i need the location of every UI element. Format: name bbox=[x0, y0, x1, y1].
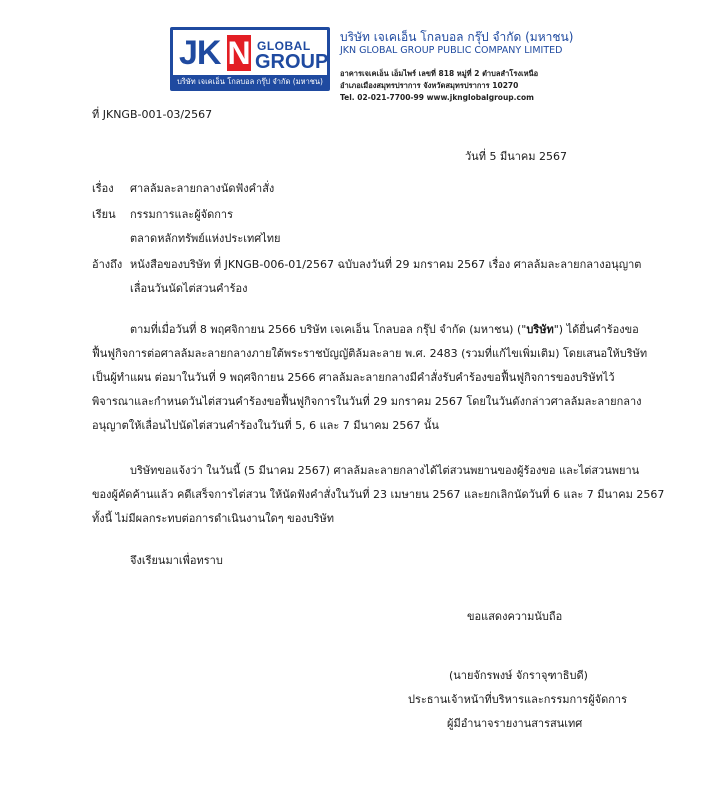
contact-line: Tel. 02-021-7700-99 www.jknglobalgroup.com bbox=[340, 93, 534, 102]
para1-line-1-pre: ตามที่เมื่อวันที่ 8 พฤศจิกายน 2566 บริษัท เจเคเอ็น โกลบอล กรุ๊ป จำกัด (มหาชน) (" bbox=[130, 323, 527, 336]
company-defined-term: บริษัท bbox=[526, 323, 554, 336]
logo-jk: JK bbox=[179, 34, 221, 72]
reference-label: อ้างถึง bbox=[92, 258, 123, 271]
logo-n: N bbox=[227, 35, 251, 71]
signer-name: (นายจักรพงษ์ จักราจุฑาธิบดี) bbox=[449, 669, 588, 682]
para1-line-1 bbox=[130, 319, 639, 340]
regards: ขอแสดงความนับถือ bbox=[467, 610, 563, 623]
para1-line-3: เป็นผู้ทำแผน ต่อมาในวันที่ 9 พฤศจิกายน 2566 ศาลล้มละลายกลางมีคำสั่งรับคำร้องขอฟื้นฟูกิจการของบริษัทไว้ bbox=[92, 371, 615, 384]
letter-date: วันที่ 5 มีนาคม 2567 bbox=[465, 150, 567, 163]
to-label: เรียน bbox=[92, 208, 116, 221]
subject-text: ศาลล้มละลายกลางนัดฟังคำสั่ง bbox=[130, 182, 275, 195]
para1-line-2: ฟื้นฟูกิจการต่อศาลล้มละลายกลางภายใต้พระราชบัญญัติล้มละลาย พ.ศ. 2483 (รวมที่แก้ไขเพิ่มเติม) โดยเสนอให้บริษัท bbox=[92, 347, 648, 360]
logo-thai-name: บริษัท เจเคเอ็น โกลบอล กรุ๊ป จำกัด (มหาชน) bbox=[177, 77, 323, 86]
para2-line-1: บริษัทขอแจ้งว่า ในวันนี้ (5 มีนาคม 2567) ศาลล้มละลายกลางได้ไต่สวนพยานของผู้ร้องขอ และไต่สวนพยาน bbox=[130, 464, 640, 477]
logo-global: GLOBAL bbox=[257, 39, 311, 53]
to-line-2: ตลาดหลักทรัพย์แห่งประเทศไทย bbox=[130, 232, 281, 245]
para1-line-1-post: ") ได้ยื่นคำร้องขอ bbox=[553, 323, 639, 336]
signer-title-1: ประธานเจ้าหน้าที่บริหารและกรรมการผู้จัดการ bbox=[408, 693, 628, 706]
para1-line-4: พิจารณาและกำหนดวันไต่สวนคำร้องขอฟื้นฟูกิจการในวันที่ 29 มกราคม 2567 โดยในวันดังกล่าวศาลล้มละลายกลาง bbox=[92, 395, 642, 408]
signer-title-2: ผู้มีอำนาจรายงานสารสนเทศ bbox=[447, 717, 583, 730]
logo-panel bbox=[173, 30, 327, 75]
para1-line-5: อนุญาตให้เลื่อนไปนัดไต่สวนคำร้องในวันที่ 5, 6 และ 7 มีนาคม 2567 นั้น bbox=[92, 419, 439, 432]
company-name-en: JKN GLOBAL GROUP PUBLIC COMPANY LIMITED bbox=[340, 45, 563, 56]
company-logo bbox=[170, 27, 330, 91]
address-line-1: อาคารเจเคเอ็น เอ็มไพร์ เลขที่ 818 หมู่ที่ 2 ตำบลสำโรงเหนือ bbox=[340, 69, 539, 78]
para2-line-3: ทั้งนี้ ไม่มีผลกระทบต่อการดำเนินงานใดๆ ของบริษัท bbox=[92, 512, 335, 525]
reference-line-1: หนังสือของบริษัท ที่ JKNGB-006-01/2567 ฉบับลงวันที่ 29 มกราคม 2567 เรื่อง ศาลล้มละลายกลางอนุญาต bbox=[130, 258, 642, 271]
company-name-th: บริษัท เจเคเอ็น โกลบอล กรุ๊ป จำกัด (มหาชน) bbox=[340, 30, 574, 44]
subject-label: เรื่อง bbox=[92, 182, 114, 195]
to-line-1: กรรมการและผู้จัดการ bbox=[130, 208, 233, 221]
reference-line-2: เลื่อนวันนัดไต่สวนคำร้อง bbox=[130, 282, 248, 295]
reference-number: ที่ JKNGB-001-03/2567 bbox=[92, 108, 213, 121]
address-line-2: อำเภอเมืองสมุทรปราการ จังหวัดสมุทรปราการ 10270 bbox=[340, 81, 519, 90]
para2-line-2: ของผู้คัดค้านแล้ว คดีเสร็จการไต่สวน ให้นัดฟังคำสั่งในวันที่ 23 เมษายน 2567 และยกเลิกนัดวันที่ 6 และ 7 มีนาคม 2567 bbox=[92, 488, 665, 501]
logo-group: GROUP bbox=[255, 51, 329, 73]
closing-note: จึงเรียนมาเพื่อทราบ bbox=[130, 554, 223, 567]
